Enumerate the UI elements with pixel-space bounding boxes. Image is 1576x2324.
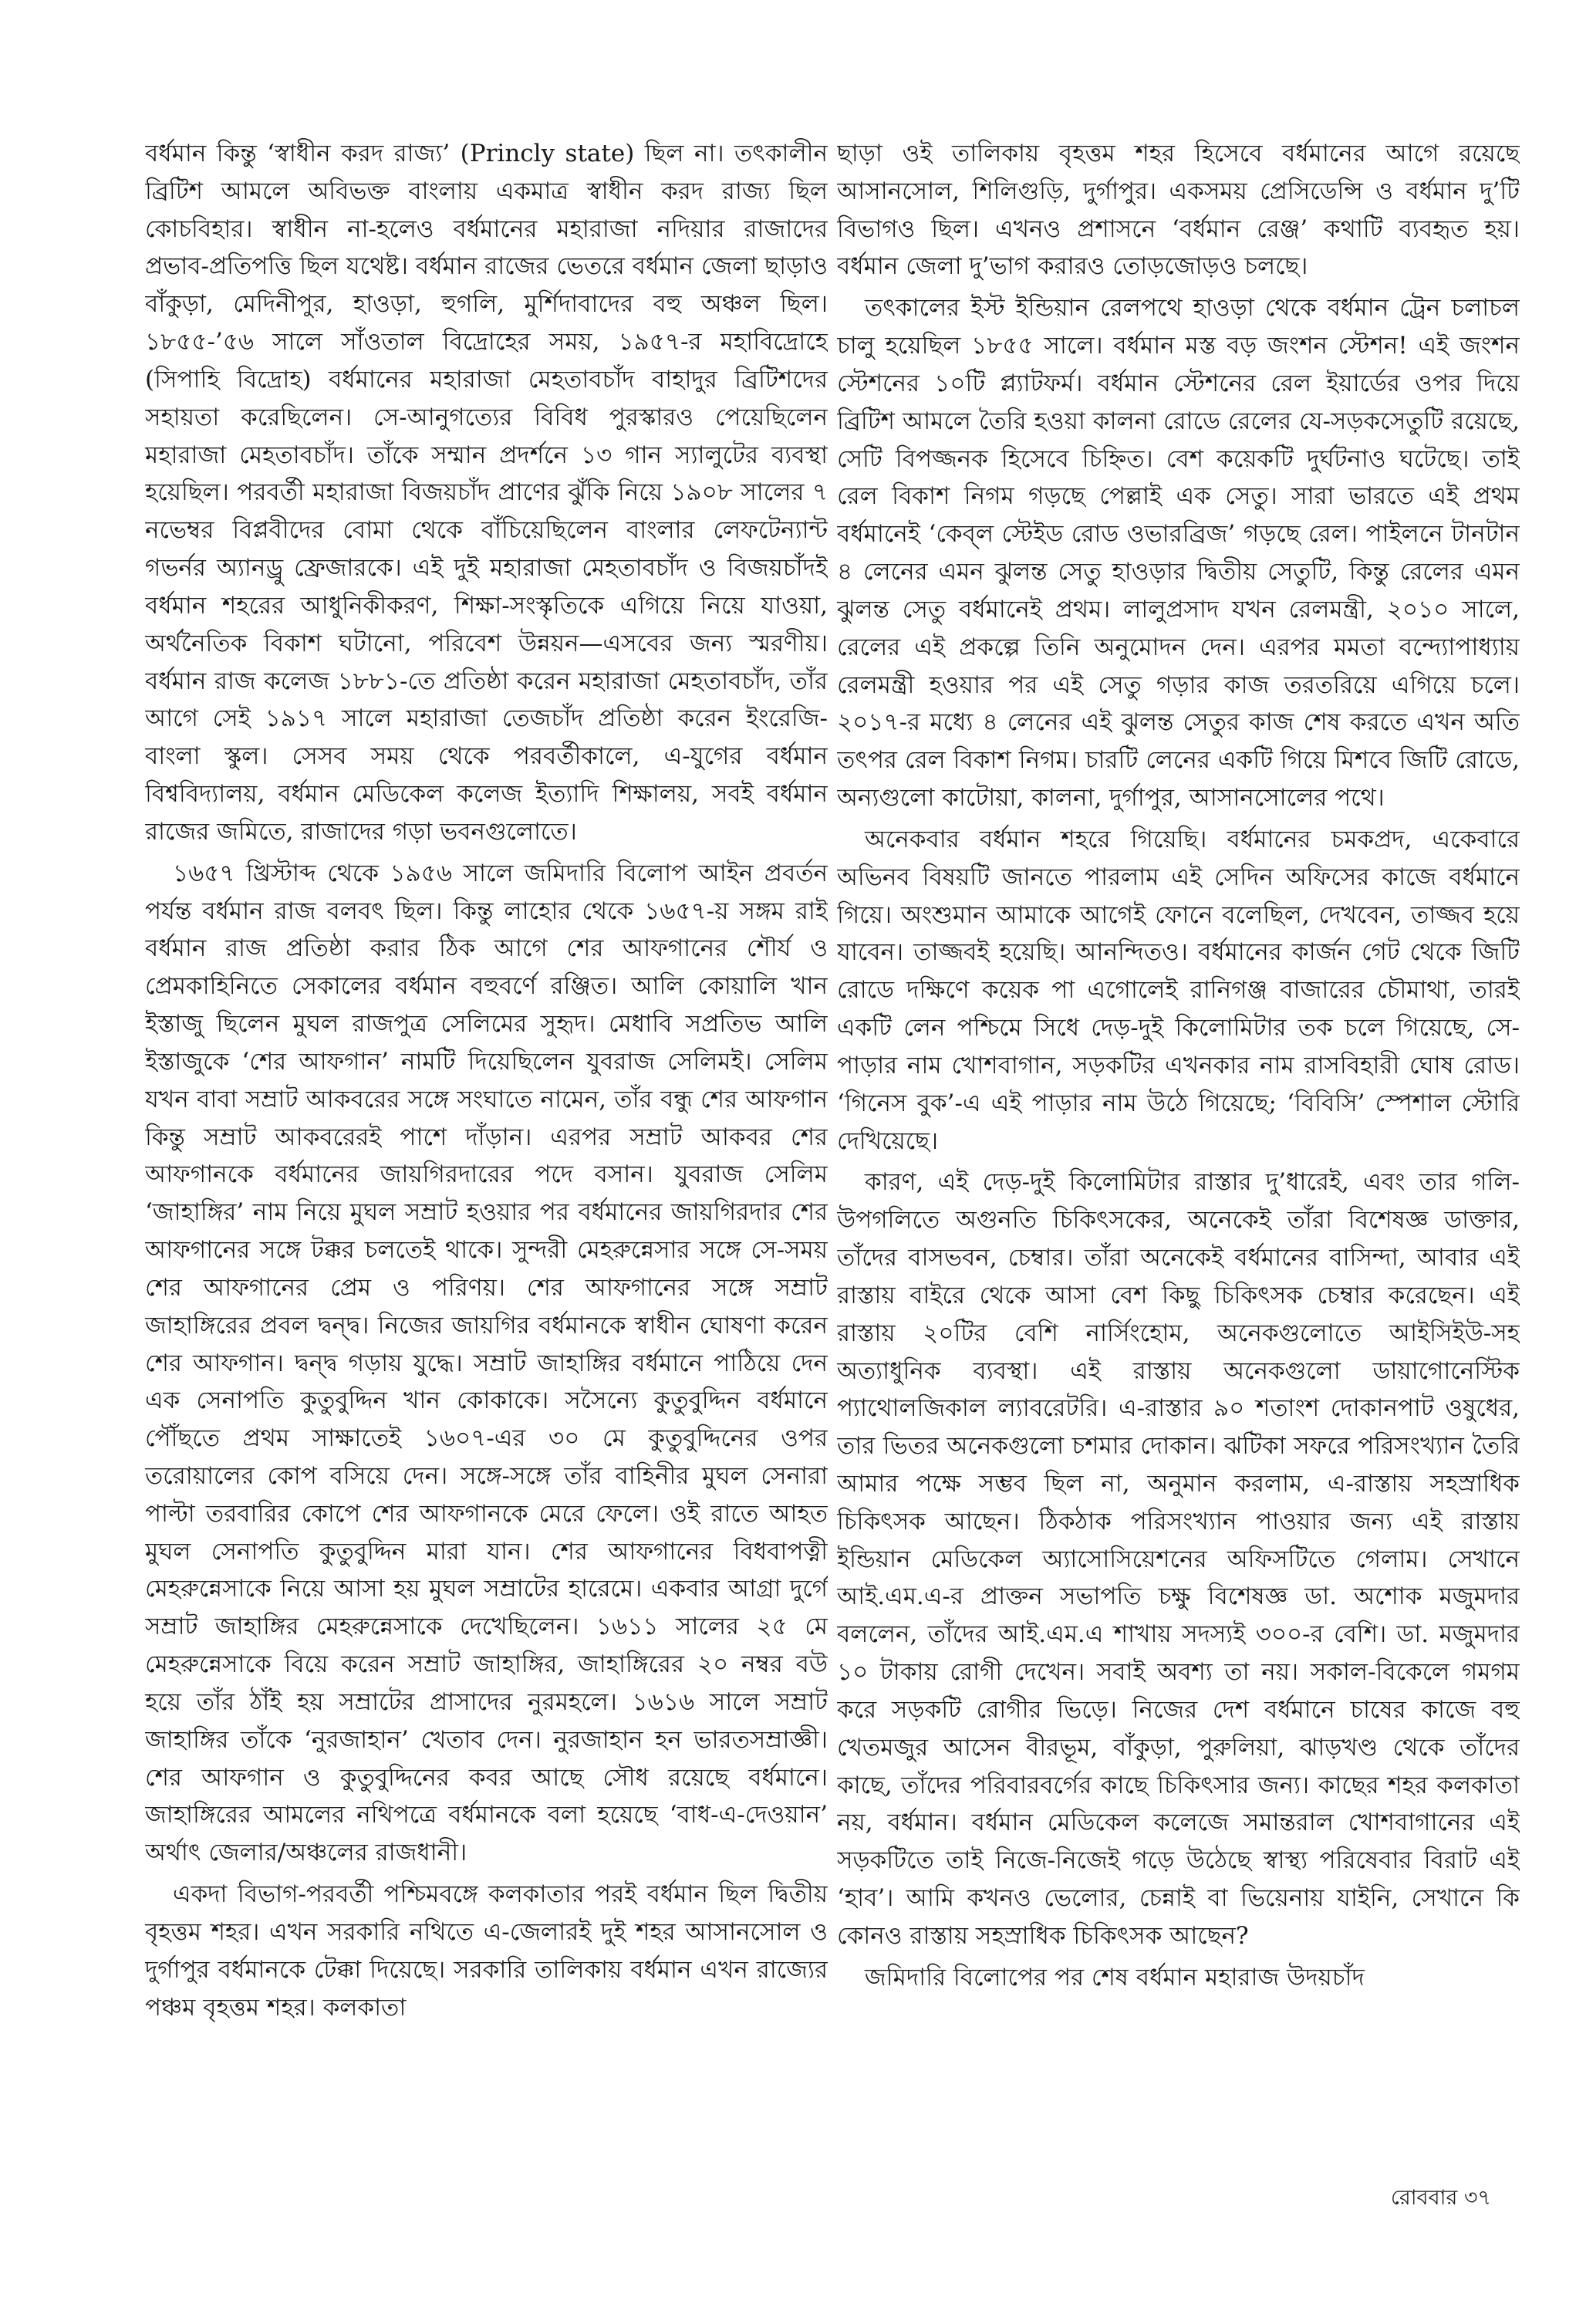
paragraph: কারণ, এই দেড়-দুই কিলোমিটার রাস্তার দু’ধারেই, এবং তার গলি-উপগলিতে অগুনতি চিকিৎসকের, অনেকেই তাঁরা বিশেষজ্ঞ ডাক্তার, তাঁদের বাসভবন, চেম্বার। তাঁরা অনেকেই বর্ধমানের বাসিন্দা, আবার এই রাস্তায় বাইরে থেকে আসা বেশ কিছু চিকিৎসক চেম্বার করেছেন। এই রাস্তায় ২০টির বেশি নার্সিংহোম, অনেকগুলোতে আইসিইউ-সহ অত্যাধুনিক ব্যবস্থা। এই রাস্তায় অনেকগুলো ডায়াগোনেস্টিক প্যাথোলজিকাল ল্যাবরেটরি। এ-রাস্তার ৯০ শতাংশ দোকানপাট ওষুধের, তার ভিতর অনেকগুলো চশমার দোকান। ঝটিকা সফরে পরিসংখ্যান তৈরি আমার পক্ষে সম্ভব ছিল না, অনুমান করলাম, এ-রাস্তায় সহস্রাধিক চিকিৎসক আছেন। ঠিকঠাক পরিসংখ্যান পাওয়ার জন্য এই রাস্তায় ইন্ডিয়ান মেডিকেল অ্যাসোসিয়েশনের অফিসটিতে গেলাম। সেখানে আই.এম.এ-র প্রাক্তন সভাপতি চক্ষু বিশেষজ্ঞ ডা. অশোক মজুমদার বললেন, তাঁদের আই.এম.এ শাখায় সদস্যই ৩০০-র বেশি। ডা. মজুমদার ১০ টাকায় রোগী দেখেন। সবাই অবশ্য তা নয়। সকাল-বিকেলে গমগম করে সড়কটি রোগীর ভিড়ে। নিজের দেশ বর্ধমানে চাষের কাজে বহু খেতমজুর আসেন বীরভূম, বাঁকুড়া, পুরুলিয়া, ঝাড়খণ্ড থেকে তাঁদের কাছে, তাঁদের পরিবারবর্গের কাছে চিকিৎসার জন্য। কাছের শহর কলকাতা নয়, বর্ধমান। বর্ধমান মেডিকেল কলেজে সমান্তরাল খোশবাগানের এই সড়কটিতে তাই নিজে-নিজেই গড়ে উঠেছে স্বাস্থ্য পরিষেবার বিরাট এই ‘হাব’। আমি কখনও ভেলোর, চেন্নাই বা ভিয়েনায় যাইনি, সেখানে কি কোনও রাস্তায় সহস্রাধিক চিকিৎসক আছেন? [837,1168,1520,1950]
page-number-footer: রোববার ৩৭ [1390,2186,1491,2210]
article-column-left [145,135,828,2137]
article-column-right [837,135,1520,2137]
paragraph: একদা বিভাগ-পরবর্তী পশ্চিমবঙ্গে কলকাতার পরই বর্ধমান ছিল দ্বিতীয় বৃহত্তম শহর। এখন সরকারি নথিতে এ-জেলারই দুই শহর আসানসোল ও দুর্গাপুর বর্ধমানকে টেক্কা দিয়েছে। সরকারি তালিকায় বর্ধমান এখন রাজ্যের পঞ্চম বৃহত্তম শহর। কলকাতা [145,1880,828,2022]
paragraph: ১৬৫৭ খ্রিস্টাব্দ থেকে ১৯৫৬ সালে জমিদারি বিলোপ আইন প্রবর্তন পর্যন্ত বর্ধমান রাজ বলবৎ ছিল। কিন্তু লাহোর থেকে ১৬৫৭-য় সঙ্গম রাই বর্ধমান রাজ প্রতিষ্ঠা করার ঠিক আগে শের আফগানের শৌর্য ও প্রেমকাহিনিতে সেকালের বর্ধমান বহুবর্ণে রঞ্জিত। আলি কোয়ালি খান ইস্তাজু ছিলেন মুঘল রাজপুত্র সেলিমের সুহৃদ। মেধাবি সপ্রতিভ আলি ইস্তাজুকে ‘শের আফগান’ নামটি দিয়েছিলেন যুবরাজ সেলিমই। সেলিম যখন বাবা সম্রাট আকবরের সঙ্গে সংঘাতে নামেন, তাঁর বন্ধু শের আফগান কিন্তু সম্রাট আকবরেরই পাশে দাঁড়ান। এরপর সম্রাট আকবর শের আফগানকে বর্ধমানের জায়গিরদারের পদে বসান। যুবরাজ সেলিম ‘জাহাঙ্গির’ নাম নিয়ে মুঘল সম্রাট হওয়ার পর বর্ধমানের জায়গিরদার শের আফগানের সঙ্গে টক্কর চলতেই থাকে। সুন্দরী মেহরুন্নেসার সঙ্গে সে-সময় শের আফগানের প্রেম ও পরিণয়। শের আফগানের সঙ্গে সম্রাট জাহাঙ্গিরের প্রবল দ্বন্দ্ব। নিজের জায়গির বর্ধমানকে স্বাধীন ঘোষণা করেন শের আফগান। দ্বন্দ্ব গড়ায় যুদ্ধে। সম্রাট জাহাঙ্গির বর্ধমানে পাঠিয়ে দেন এক সেনাপতি কুতুবুদ্দিন খান কোকাকে। সসৈন্যে কুতুবুদ্দিন বর্ধমানে পৌঁছতে প্রথম সাক্ষাতেই ১৬০৭-এর ৩০ মে কুতুবুদ্দিনের ওপর তরোয়ালের কোপ বসিয়ে দেন। সঙ্গে-সঙ্গে তাঁর বাহিনীর মুঘল সেনারা পাল্টা তরবারির কোপে শের আফগানকে মেরে ফেলে। ওই রাতে আহত মুঘল সেনাপতি কুতুবুদ্দিন মারা যান। শের আফগানের বিধবাপত্নী মেহরুন্নেসাকে নিয়ে আসা হয় মুঘল সম্রাটের হারেমে। একবার আগ্রা দুর্গে সম্রাট জাহাঙ্গির মেহরুন্নেসাকে দেখেছিলেন। ১৬১১ সালের ২৫ মে মেহরুন্নেসাকে বিয়ে করেন সম্রাট জাহাঙ্গির, জাহাঙ্গিরের ২০ নম্বর বউ হয়ে তাঁর ঠাঁই হয় সম্রাটের প্রাসাদের নুরমহলে। ১৬১৬ সালে সম্রাট জাহাঙ্গির তাঁকে ‘নুরজাহান’ খেতাব দেন। নুরজাহান হন ভারতসম্রাজ্ঞী। শের আফগান ও কুতুবুদ্দিনের কবর আছে সৌধ রয়েছে বর্ধমানে। জাহাঙ্গিরের আমলের নথিপত্রে বর্ধমানকে বলা হয়েছে ‘বাধ-এ-দেওয়ান’ অর্থাৎ জেলার/অঞ্চলের রাজধানী। [145,859,828,1867]
paragraph: ছাড়া ওই তালিকায় বৃহত্তম শহর হিসেবে বর্ধমানের আগে রয়েছে আসানসোল, শিলিগুড়ি, দুর্গাপুর। একসময় প্রেসিডেন্সি ও বর্ধমান দু’টি বিভাগও ছিল। এখনও প্রশাসনে ‘বর্ধমান রেঞ্জ’ কথাটি ব্যবহৃত হয়। বর্ধমান জেলা দু’ভাগ করারও তোড়জোড়ও চলছে। [837,140,1520,281]
paragraph: বর্ধমান কিন্তু ‘স্বাধীন করদ রাজ্য’ (Princly state) ছিল না। তৎকালীন ব্রিটিশ আমলে অবিভক্ত বাংলায় একমাত্র স্বাধীন করদ রাজ্য ছিল কোচবিহার। স্বাধীন না-হলেও বর্ধমানের মহারাজা নদিয়ার রাজাদের প্রভাব-প্রতিপত্তি ছিল যথেষ্ট। বর্ধমান রাজের ভেতরে বর্ধমান জেলা ছাড়াও বাঁকুড়া, মেদিনীপুর, হাওড়া, হুগলি, মুর্শিদাবাদের বহু অঞ্চল ছিল। ১৮৫৫-’৫৬ সালে সাঁওতাল বিদ্রোহের সময়, ১৯৫৭-র মহাবিদ্রোহে (সিপাহি বিদ্রোহ) বর্ধমানের মহারাজা মেহতাবচাঁদ বাহাদুর ব্রিটিশদের সহায়তা করেছিলেন। সে-আনুগত্যের বিবিধ পুরস্কারও পেয়েছিলেন মহারাজা মেহতাবচাঁদ। তাঁকে সম্মান প্রদর্শনে ১৩ গান স্যালুটের ব্যবস্থা হয়েছিল। পরবর্তী মহারাজা বিজয়চাঁদ প্রাণের ঝুঁকি নিয়ে ১৯০৮ সালের ৭ নভেম্বর বিপ্লবীদের বোমা থেকে বাঁচিয়েছিলেন বাংলার লেফটেন্যান্ট গভর্নর অ্যানড্রু ফ্রেজারকে। এই দুই মহারাজা মেহতাবচাঁদ ও বিজয়চাঁদই বর্ধমান শহরের আধুনিকীকরণ, শিক্ষা-সংস্কৃতিকে এগিয়ে নিয়ে যাওয়া, অর্থনৈতিক বিকাশ ঘটানো, পরিবেশ উন্নয়ন—এসবের জন্য স্মরণীয়। বর্ধমান রাজ কলেজ ১৮৮১-তে প্রতিষ্ঠা করেন মহারাজা মেহতাবচাঁদ, তাঁর আগে সেই ১৯১৭ সালে মহারাজা তেজচাঁদ প্রতিষ্ঠা করেন ইংরেজি-বাংলা স্কুল। সেসব সময় থেকে পরবর্তীকালে, এ-যুগের বর্ধমান বিশ্ববিদ্যালয়, বর্ধমান মেডিকেল কলেজ ইত্যাদি শিক্ষালয়, সবই বর্ধমান রাজের জমিতে, রাজাদের গড়া ভবনগুলোতে। [145,140,828,846]
paragraph: তৎকালের ইস্ট ইন্ডিয়ান রেলপথে হাওড়া থেকে বর্ধমান ট্রেন চলাচল চালু হয়েছিল ১৮৫৫ সালে। বর্ধমান মস্ত বড় জংশন স্টেশন! এই জংশন স্টেশনের ১০টি প্ল্যাটফর্ম। বর্ধমান স্টেশনের রেল ইয়ার্ডের ওপর দিয়ে ব্রিটিশ আমলে তৈরি হওয়া কালনা রোডে রেলের যে-সড়কসেতুটি রয়েছে, সেটি বিপজ্জনক হিসেবে চিহ্নিত। বেশ কয়েকটি দুর্ঘটনাও ঘটেছে। তাই রেল বিকাশ নিগম গড়ছে পেল্লাই এক সেতু। সারা ভারতে এই প্রথম বর্ধমানেই ‘কেব্‌ল স্টেইড রোড ওভারব্রিজ’ গড়ছে রেল। পাইলনে টানটান ৪ লেনের এমন ঝুলন্ত সেতু হাওড়ার দ্বিতীয় সেতুটি, কিন্তু রেলের এমন ঝুলন্ত সেতু বর্ধমানেই প্রথম। লালুপ্রসাদ যখন রেলমন্ত্রী, ২০১০ সালে, রেলের এই প্রকল্পে তিনি অনুমোদন দেন। এরপর মমতা বন্দ্যোপাধ্যায় রেলমন্ত্রী হওয়ার পর এই সেতু গড়ার কাজ তরতরিয়ে এগিয়ে চলে। ২০১৭-র মধ্যে ৪ লেনের এই ঝুলন্ত সেতুর কাজ শেষ করতে এখন অতি তৎপর রেল বিকাশ নিগম। চারটি লেনের একটি গিয়ে মিশবে জিটি রোডে, অন্যগুলো কাটোয়া, কালনা, দুর্গাপুর, আসানসোলের পথে। [837,294,1520,812]
paragraph: অনেকবার বর্ধমান শহরে গিয়েছি। বর্ধমানের চমকপ্রদ, একেবারে অভিনব বিষয়টি জানতে পারলাম এই সেদিন অফিসের কাজে বর্ধমানে গিয়ে। অংশুমান আমাকে আগেই ফোনে বলেছিল, দেখবেন, তাজ্জব হয়ে যাবেন। তাজ্জবই হয়েছি। আনন্দিতও। বর্ধমানের কার্জন গেট থেকে জিটি রোডে দক্ষিণে কয়েক পা এগোলেই রানিগঞ্জ বাজারের চৌমাথা, তারই একটি লেন পশ্চিমে সিধে দেড়-দুই কিলোমিটার তক চলে গিয়েছে, সে-পাড়ার নাম খোশবাগান, সড়কটির এখনকার নাম রাসবিহারী ঘোষ রোড। ‘গিনেস বুক’-এ এই পাড়ার নাম উঠে গিয়েছে; ‘বিবিসি’ স্পেশাল স্টোরি দেখিয়েছে। [837,825,1520,1155]
paragraph: জমিদারি বিলোপের পর শেষ বর্ধমান মহারাজ উদয়চাঁদ [865,1963,1365,1991]
